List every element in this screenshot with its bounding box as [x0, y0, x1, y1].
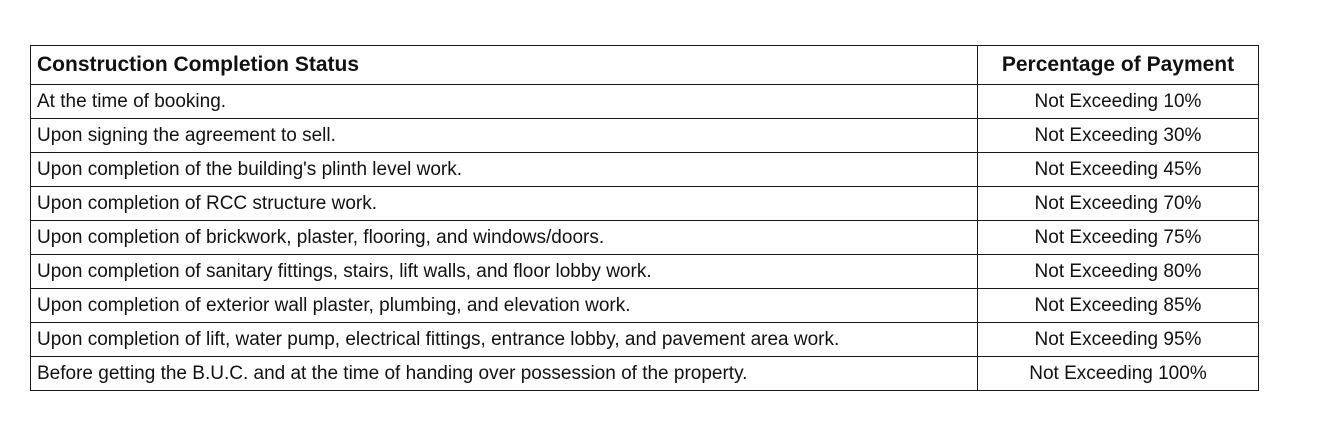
stage-cell: At the time of booking.	[31, 85, 978, 119]
payment-schedule-table	[30, 45, 1259, 391]
percentage-cell: Not Exceeding 95%	[978, 323, 1259, 357]
table-header-row	[31, 46, 1259, 85]
stage-cell: Upon completion of RCC structure work.	[31, 187, 978, 221]
percentage-cell: Not Exceeding 85%	[978, 289, 1259, 323]
percentage-cell: Not Exceeding 30%	[978, 119, 1259, 153]
table-row	[31, 119, 1259, 153]
percentage-cell: Not Exceeding 100%	[978, 357, 1259, 391]
table-row	[31, 323, 1259, 357]
stage-cell: Upon signing the agreement to sell.	[31, 119, 978, 153]
table-row	[31, 357, 1259, 391]
percentage-cell: Not Exceeding 70%	[978, 187, 1259, 221]
percentage-cell: Not Exceeding 10%	[978, 85, 1259, 119]
stage-cell: Before getting the B.U.C. and at the time of handing over possession of the property.	[31, 357, 978, 391]
percentage-cell: Not Exceeding 80%	[978, 255, 1259, 289]
payment-schedule	[30, 45, 1259, 391]
stage-cell: Upon completion of the building's plinth level work.	[31, 153, 978, 187]
table-row	[31, 153, 1259, 187]
table-row	[31, 221, 1259, 255]
table-row	[31, 289, 1259, 323]
table-row	[31, 255, 1259, 289]
stage-cell: Upon completion of lift, water pump, electrical fittings, entrance lobby, and pavement area work.	[31, 323, 978, 357]
stage-cell: Upon completion of brickwork, plaster, flooring, and windows/doors.	[31, 221, 978, 255]
stage-cell: Upon completion of exterior wall plaster, plumbing, and elevation work.	[31, 289, 978, 323]
table-row	[31, 85, 1259, 119]
header-construction-status: Construction Completion Status	[31, 46, 978, 85]
header-percentage-of-payment: Percentage of Payment	[978, 46, 1259, 85]
stage-cell: Upon completion of sanitary fittings, stairs, lift walls, and floor lobby work.	[31, 255, 978, 289]
percentage-cell: Not Exceeding 75%	[978, 221, 1259, 255]
table-row	[31, 187, 1259, 221]
percentage-cell: Not Exceeding 45%	[978, 153, 1259, 187]
